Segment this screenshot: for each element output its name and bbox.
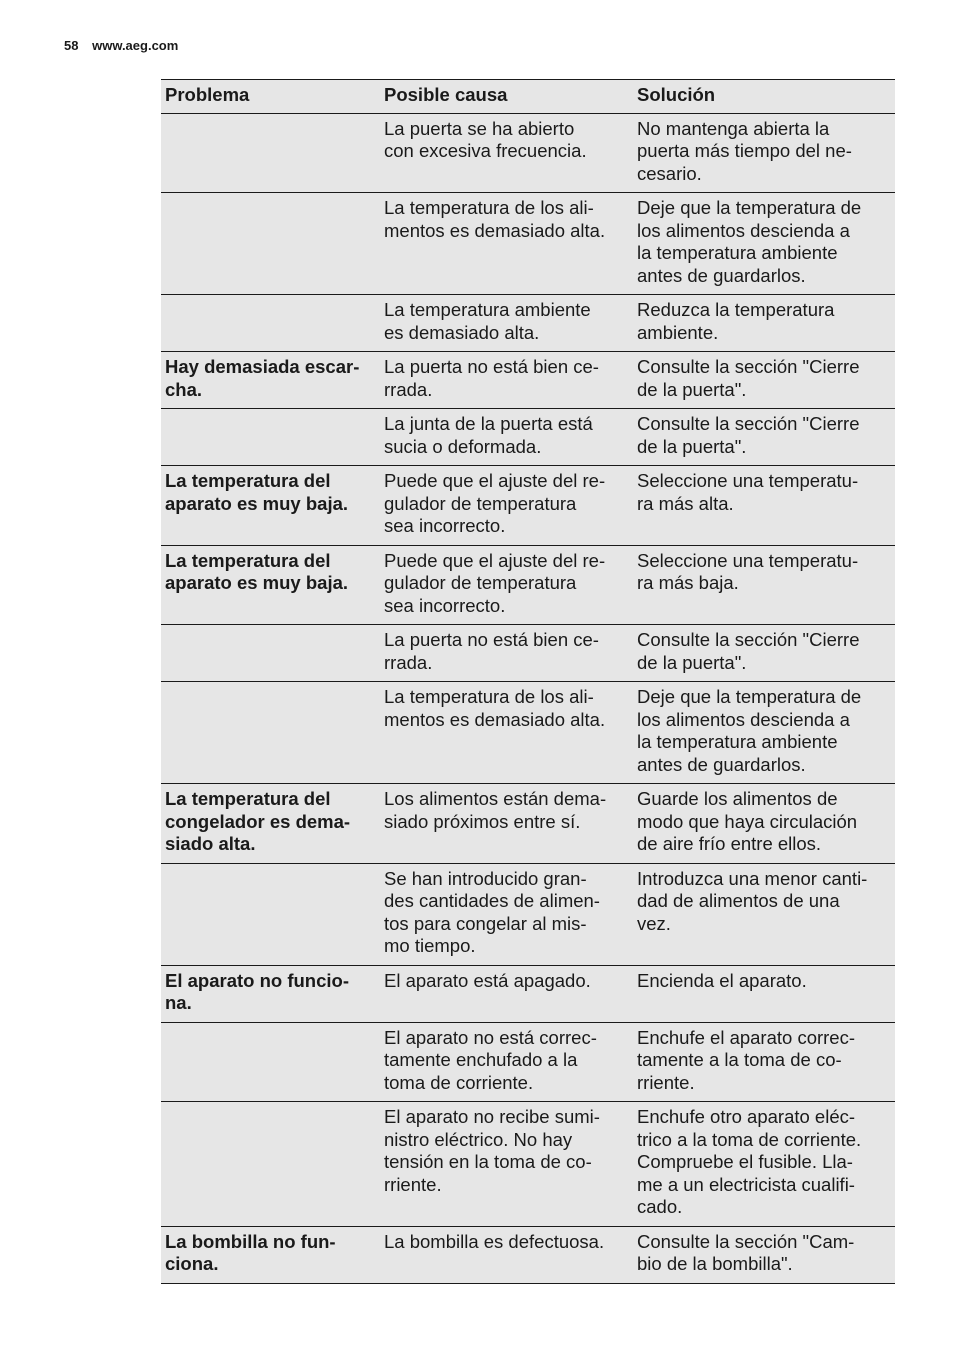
solution-cell xyxy=(633,466,895,546)
cause-cell xyxy=(380,466,633,546)
cell-line: La puerta no está bien ce- xyxy=(384,629,599,650)
cell-line: Enchufe otro aparato eléc- xyxy=(637,1106,856,1127)
cause-cell xyxy=(380,295,633,352)
cell-line: aparato es muy baja. xyxy=(165,492,349,514)
cell-line: La junta de la puerta está xyxy=(384,413,593,434)
cause-cell xyxy=(380,965,633,1022)
cell-line: ra más alta. xyxy=(637,492,734,514)
cell-line: Compruebe el fusible. Lla- xyxy=(637,1151,853,1172)
cell-line: sea incorrecto. xyxy=(384,515,506,536)
cell-line: Reduzca la temperatura xyxy=(637,299,835,320)
cell-line: La temperatura del xyxy=(165,470,331,491)
cell-line: rrada. xyxy=(384,651,433,673)
cell-line: cado. xyxy=(637,1196,683,1217)
cell-line: Puede que el ajuste del re- xyxy=(384,470,606,491)
solution-cell xyxy=(633,352,895,409)
table-row xyxy=(161,466,895,546)
cell-line: Enchufe el aparato correc- xyxy=(637,1026,856,1048)
cell-line: rriente. xyxy=(384,1173,442,1195)
cell-line: de aire frío entre ellos. xyxy=(637,833,822,854)
cause-cell xyxy=(380,545,633,625)
cell-line: tensión en la toma de co- xyxy=(384,1151,592,1172)
solution-cell xyxy=(633,784,895,864)
cell-line: cha. xyxy=(165,378,203,400)
table-row xyxy=(161,682,895,784)
problem-cell xyxy=(161,863,380,965)
problem-cell xyxy=(161,352,380,409)
page-header xyxy=(64,38,178,53)
column-header-cause: Posible causa xyxy=(384,84,508,105)
solution-cell xyxy=(633,113,895,193)
cell-line: Hay demasiada escar- xyxy=(165,356,360,377)
problem-cell xyxy=(161,1226,380,1283)
cell-line: congelador es dema- xyxy=(165,810,351,832)
cell-line: mo tiempo. xyxy=(384,935,476,956)
table-row xyxy=(161,352,895,409)
cell-line: siado alta. xyxy=(165,833,256,854)
cell-line: ciona. xyxy=(165,1253,219,1274)
cell-line: Deje que la temperatura de xyxy=(637,197,862,218)
cell-line: rriente. xyxy=(637,1071,695,1093)
cell-line: tos para congelar al mis- xyxy=(384,912,587,934)
cell-line: Puede que el ajuste del re- xyxy=(384,549,606,571)
cell-line: Guarde los alimentos de xyxy=(637,788,838,809)
cell-line: Los alimentos están dema- xyxy=(384,788,607,809)
cell-line: Encienda el aparato. xyxy=(637,969,807,991)
cell-line: El aparato no recibe sumi- xyxy=(384,1106,600,1127)
site-url: www.aeg.com xyxy=(92,38,179,53)
column-header-solution: Solución xyxy=(637,84,716,105)
cell-line: Seleccione una temperatu- xyxy=(637,470,859,491)
solution-cell xyxy=(633,1226,895,1283)
problem-cell xyxy=(161,466,380,546)
cause-cell xyxy=(380,1226,633,1283)
cell-line: sucia o deformada. xyxy=(384,435,542,457)
cell-line: Seleccione una temperatu- xyxy=(637,549,859,571)
problem-cell xyxy=(161,682,380,784)
cell-line: dad de alimentos de una xyxy=(637,890,840,911)
table-row xyxy=(161,1226,895,1283)
table-row xyxy=(161,113,895,193)
cell-line: de la puerta". xyxy=(637,378,747,400)
cell-line: siado próximos entre sí. xyxy=(384,810,581,832)
solution-cell xyxy=(633,682,895,784)
solution-cell xyxy=(633,965,895,1022)
solution-cell xyxy=(633,1022,895,1102)
cell-line: El aparato está apagado. xyxy=(384,969,591,991)
cell-line: vez. xyxy=(637,912,671,934)
table-body xyxy=(161,113,895,1283)
cell-line: Introduzca una menor canti- xyxy=(637,867,868,889)
cell-line: La puerta se ha abierto xyxy=(384,117,575,139)
cell-line: gulador de temperatura xyxy=(384,572,577,593)
table-row xyxy=(161,295,895,352)
problem-cell xyxy=(161,965,380,1022)
cell-line: tamente enchufado a la xyxy=(384,1049,578,1070)
cell-line: los alimentos descienda a xyxy=(637,708,850,730)
cell-line: Consulte la sección "Cierre xyxy=(637,356,860,377)
table-row xyxy=(161,409,895,466)
cell-line: sea incorrecto. xyxy=(384,594,506,616)
cell-line: La temperatura de los ali- xyxy=(384,686,594,707)
cell-line: La temperatura del xyxy=(165,788,331,809)
cause-cell xyxy=(380,1102,633,1227)
cell-line: tamente a la toma de co- xyxy=(637,1049,842,1070)
table-row xyxy=(161,1022,895,1102)
cell-line: La puerta no está bien ce- xyxy=(384,356,599,377)
cause-cell xyxy=(380,1022,633,1102)
problem-cell xyxy=(161,625,380,682)
cause-cell xyxy=(380,193,633,295)
column-header-problem: Problema xyxy=(165,84,250,105)
cause-cell xyxy=(380,625,633,682)
cell-line: mentos es demasiado alta. xyxy=(384,708,606,730)
table-row xyxy=(161,965,895,1022)
cell-line: la temperatura ambiente xyxy=(637,731,838,752)
cell-line: Consulte la sección "Cam- xyxy=(637,1230,855,1252)
cell-line: ra más baja. xyxy=(637,572,739,593)
table-row xyxy=(161,1102,895,1227)
problem-cell xyxy=(161,295,380,352)
cell-line: La temperatura del xyxy=(165,549,331,571)
problem-cell xyxy=(161,545,380,625)
cell-line: la temperatura ambiente xyxy=(637,242,838,263)
cause-cell xyxy=(380,863,633,965)
table-row xyxy=(161,863,895,965)
cell-line: mentos es demasiado alta. xyxy=(384,219,606,241)
cause-cell xyxy=(380,409,633,466)
troubleshooting-table xyxy=(161,79,895,1284)
table-row xyxy=(161,545,895,625)
cause-cell xyxy=(380,784,633,864)
cell-line: es demasiado alta. xyxy=(384,321,540,343)
cell-line: trico a la toma de corriente. xyxy=(637,1128,862,1150)
cell-line: Deje que la temperatura de xyxy=(637,686,862,707)
cell-line: me a un electricista cualifi- xyxy=(637,1173,855,1195)
problem-cell xyxy=(161,1102,380,1227)
problem-cell xyxy=(161,113,380,193)
cell-line: Se han introducido gran- xyxy=(384,867,587,889)
cell-line: nistro eléctrico. No hay xyxy=(384,1128,573,1150)
table-header-row xyxy=(161,80,895,114)
cell-line: cesario. xyxy=(637,162,702,184)
solution-cell xyxy=(633,545,895,625)
cell-line: bio de la bombilla". xyxy=(637,1253,793,1274)
solution-cell xyxy=(633,193,895,295)
cell-line: antes de guardarlos. xyxy=(637,264,806,286)
cell-line: La temperatura de los ali- xyxy=(384,197,594,218)
cause-cell xyxy=(380,113,633,193)
solution-cell xyxy=(633,1102,895,1227)
cell-line: de la puerta". xyxy=(637,651,747,673)
solution-cell xyxy=(633,625,895,682)
cell-line: na. xyxy=(165,992,192,1013)
cell-line: ambiente. xyxy=(637,321,719,343)
cell-line: los alimentos descienda a xyxy=(637,219,850,241)
cell-line: El aparato no está correc- xyxy=(384,1026,597,1048)
cell-line: La bombilla es defectuosa. xyxy=(384,1230,605,1252)
cause-cell xyxy=(380,352,633,409)
cell-line: puerta más tiempo del ne- xyxy=(637,140,852,161)
cell-line: La bombilla no fun- xyxy=(165,1230,336,1252)
cell-line: modo que haya circulación xyxy=(637,810,858,832)
cell-line: El aparato no funcio- xyxy=(165,969,349,991)
problem-cell xyxy=(161,784,380,864)
solution-cell xyxy=(633,409,895,466)
solution-cell xyxy=(633,295,895,352)
cell-line: antes de guardarlos. xyxy=(637,753,806,775)
cell-line: La temperatura ambiente xyxy=(384,299,591,320)
cell-line: gulador de temperatura xyxy=(384,492,577,514)
page-number: 58 xyxy=(64,38,79,53)
cell-line: aparato es muy baja. xyxy=(165,572,349,593)
table-row xyxy=(161,784,895,864)
cause-cell xyxy=(380,682,633,784)
problem-cell xyxy=(161,193,380,295)
table-row xyxy=(161,625,895,682)
cell-line: con excesiva frecuencia. xyxy=(384,140,587,161)
cell-line: Consulte la sección "Cierre xyxy=(637,413,860,434)
cell-line: toma de corriente. xyxy=(384,1071,534,1093)
cell-line: Consulte la sección "Cierre xyxy=(637,629,860,650)
table-row xyxy=(161,193,895,295)
cell-line: No mantenga abierta la xyxy=(637,117,830,139)
problem-cell xyxy=(161,1022,380,1102)
cell-line: des cantidades de alimen- xyxy=(384,890,600,911)
cell-line: rrada. xyxy=(384,378,433,400)
solution-cell xyxy=(633,863,895,965)
cell-line: de la puerta". xyxy=(637,435,747,457)
problem-cell xyxy=(161,409,380,466)
